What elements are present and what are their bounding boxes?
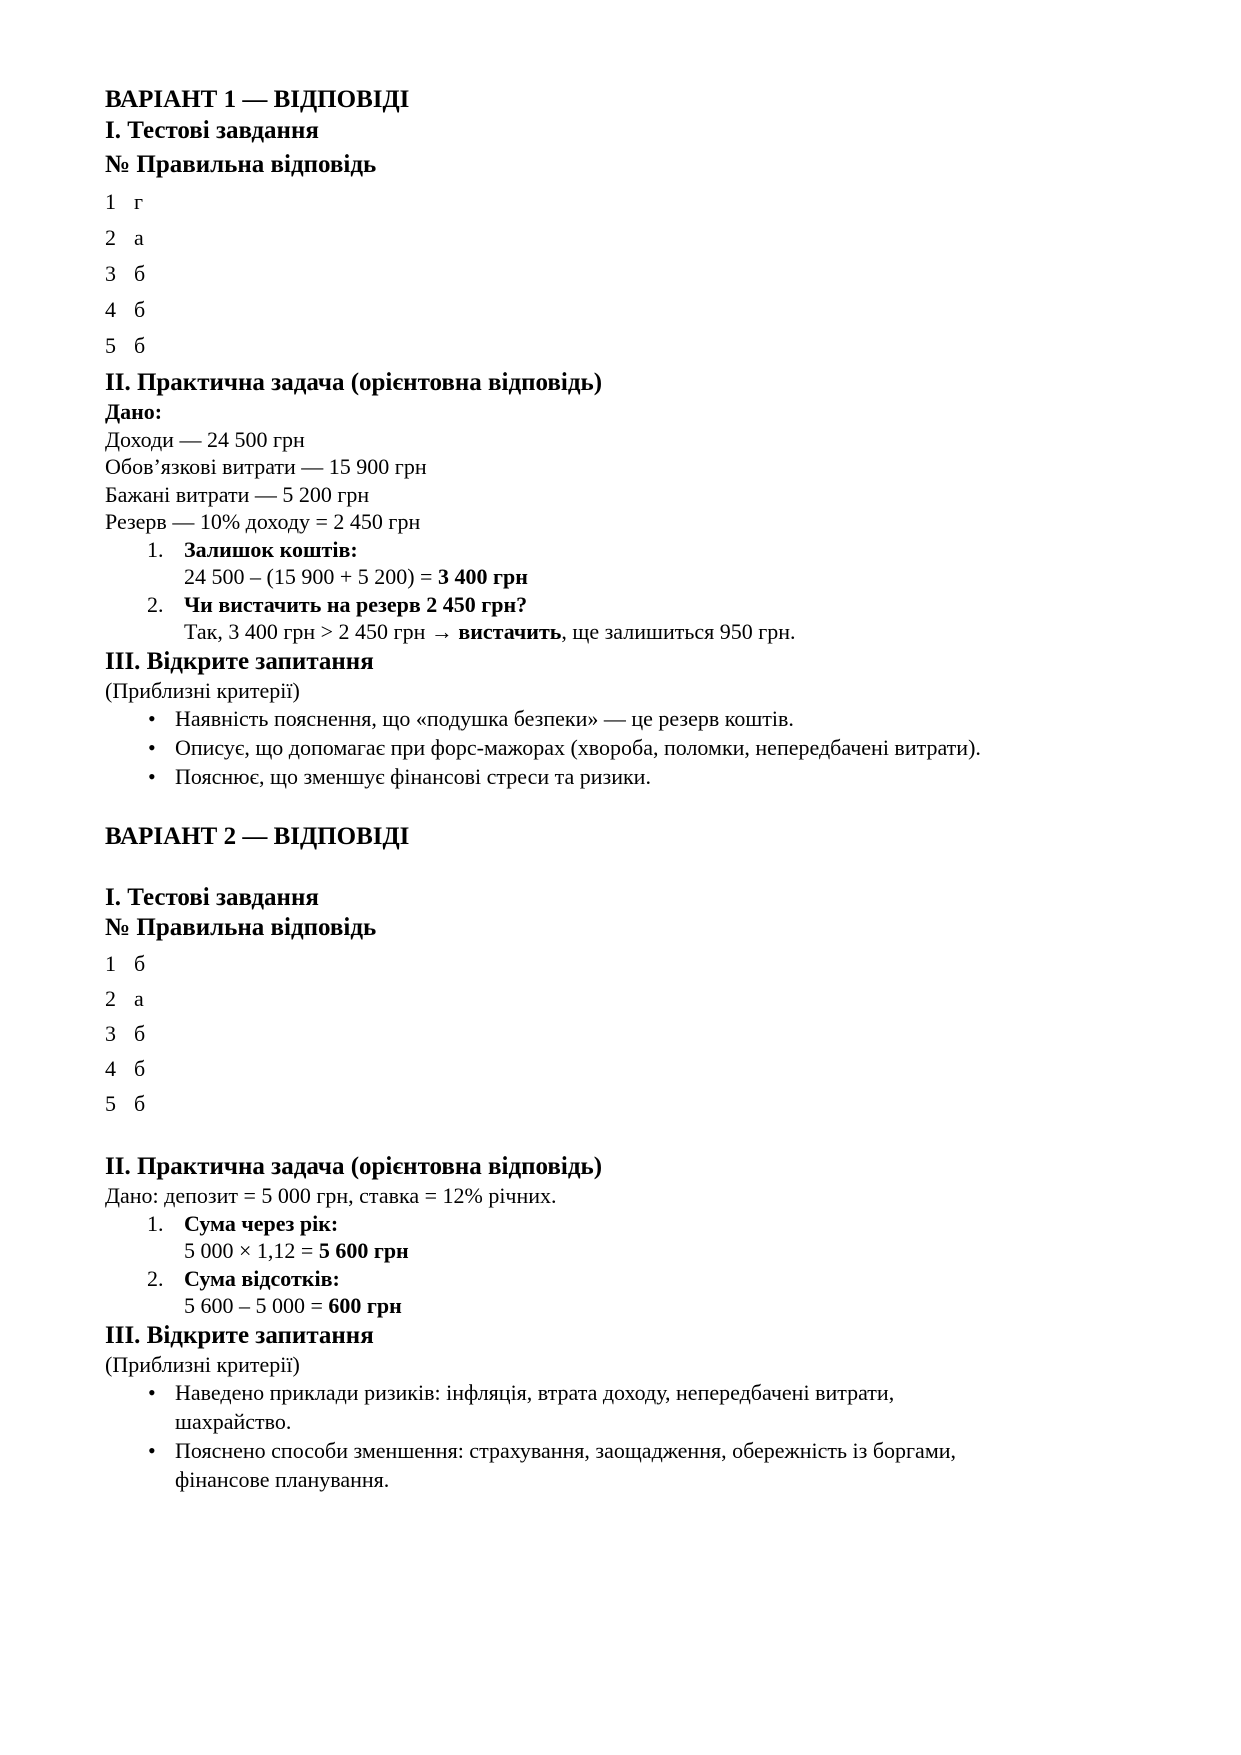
variant2-tests-heading: І. Тестові завдання <box>105 884 319 911</box>
bullet-text <box>175 1378 1146 1436</box>
calc-text: 5 000 × 1,12 = <box>184 1238 319 1263</box>
answer-number: 5 <box>105 333 116 358</box>
step-number: 1. <box>147 1210 164 1236</box>
answer-row <box>105 227 1146 249</box>
given-line: Обов’язкові витрати — 15 900 грн <box>105 454 427 479</box>
step-answer-line <box>184 618 1146 646</box>
step-title-row <box>105 1265 1146 1293</box>
answer-row <box>105 191 1146 213</box>
answer-row <box>105 263 1146 285</box>
calc-result: вистачить <box>458 619 562 644</box>
step-title: Сума відсотків: <box>184 1265 340 1291</box>
bullet-line: шахрайство. <box>175 1409 292 1434</box>
answer-letter: б <box>134 951 146 976</box>
bullet-line: Наведено приклади ризиків: інфляція, втрата доходу, непередбачені витрати, <box>175 1380 895 1405</box>
answer-row <box>105 1093 1146 1115</box>
calc-tail: , ще залишиться 950 грн. <box>561 619 796 644</box>
bullet-text: Наявність пояснення, що «подушка безпеки» — це резерв коштів. <box>175 706 794 731</box>
step-answer-line <box>184 1292 1146 1320</box>
given-line: Дано: депозит = 5 000 грн, ставка = 12% річних. <box>105 1183 557 1208</box>
calc-result: 3 400 грн <box>437 564 528 589</box>
given-label: Дано: <box>105 399 163 424</box>
answer-number: 2 <box>105 225 116 250</box>
bullet-icon: • <box>148 1380 156 1405</box>
criteria-bullet <box>105 704 1146 733</box>
step-number: 1. <box>147 536 164 562</box>
given-line: Резерв — 10% доходу = 2 450 грн <box>105 509 421 534</box>
answer-number: 4 <box>105 297 116 322</box>
answer-number: 3 <box>105 1021 116 1046</box>
variant1-open-heading: ІІІ. Відкрите запитання <box>105 647 374 675</box>
answer-number: 3 <box>105 261 116 286</box>
answer-letter: б <box>134 1091 146 1116</box>
step-number: 2. <box>147 1265 164 1291</box>
answer-row <box>105 299 1146 321</box>
criteria-bullet <box>105 733 1146 762</box>
bullet-line: фінансове планування. <box>175 1467 390 1492</box>
calc-result: 600 грн <box>328 1293 402 1318</box>
variant1-title: ВАРІАНТ 1 — ВІДПОВІДІ <box>105 86 410 113</box>
variant2-title: ВАРІАНТ 2 — ВІДПОВІДІ <box>105 823 410 850</box>
answer-letter: б <box>134 1056 146 1081</box>
answer-letter: а <box>134 986 144 1011</box>
bullet-icon: • <box>148 706 156 731</box>
criteria-bullet <box>105 1436 1146 1494</box>
step-number: 2. <box>147 591 164 617</box>
answer-number: 5 <box>105 1091 116 1116</box>
step-title: Чи вистачить на резерв 2 450 грн? <box>184 591 528 617</box>
answer-letter: б <box>134 1021 146 1046</box>
answer-letter: б <box>134 261 146 286</box>
answer-row <box>105 953 1146 975</box>
bullet-icon: • <box>148 1438 156 1463</box>
calc-text: 5 600 – 5 000 = <box>184 1293 329 1318</box>
step-title: Сума через рік: <box>184 1210 339 1236</box>
criteria-bullet <box>105 1378 1146 1436</box>
criteria-note: (Приблизні критерії) <box>105 677 300 703</box>
answer-row <box>105 988 1146 1010</box>
step-title-row <box>105 591 1146 619</box>
variant1-section <box>105 84 1146 791</box>
bullet-icon: • <box>148 764 156 789</box>
step-title: Залишок коштів: <box>184 536 358 562</box>
bullet-text: Пояснює, що зменшує фінансові стреси та ризики. <box>175 764 651 789</box>
given-line: Бажані витрати — 5 200 грн <box>105 481 370 507</box>
answer-row <box>105 1023 1146 1045</box>
calc-result: 5 600 грн <box>318 1238 409 1263</box>
answer-number: 1 <box>105 951 116 976</box>
variant2-practical-heading: ІІ. Практична задача (орієнтовна відповідь) <box>105 1153 603 1180</box>
step-answer-line <box>184 1237 1146 1265</box>
calc-text: 24 500 – (15 900 + 5 200) = <box>184 564 438 589</box>
variant1-practical-heading: ІІ. Практична задача (орієнтовна відповідь) <box>105 369 603 396</box>
variant2-open-heading: ІІІ. Відкрите запитання <box>105 1321 374 1349</box>
step-title-row <box>105 1210 1146 1238</box>
answer-number: 2 <box>105 986 116 1011</box>
calc-text: Так, 3 400 грн > 2 450 грн → <box>184 619 459 644</box>
variant2-section <box>105 821 1146 1494</box>
criteria-note: (Приблизні критерії) <box>105 1351 300 1377</box>
variant1-tests-heading: І. Тестові завдання <box>105 117 319 144</box>
step-title-row <box>105 536 1146 564</box>
bullet-line: Пояснено способи зменшення: страхування, заощадження, обережність із боргами, <box>175 1438 957 1463</box>
answer-letter: б <box>134 333 146 358</box>
variant2-answers-header: № Правильна відповідь <box>105 914 377 941</box>
answer-number: 1 <box>105 189 116 214</box>
answer-letter: а <box>134 225 144 250</box>
bullet-icon: • <box>148 735 156 760</box>
bullet-text <box>175 1436 1146 1494</box>
answer-letter: б <box>134 297 146 322</box>
variant1-answers-header: № Правильна відповідь <box>105 151 377 178</box>
given-line: Доходи — 24 500 грн <box>105 426 305 452</box>
bullet-text: Описує, що допомагає при форс-мажорах (хвороба, поломки, непередбачені витрати). <box>175 735 981 760</box>
criteria-bullet <box>105 762 1146 791</box>
answer-row <box>105 1058 1146 1080</box>
answer-row <box>105 335 1146 357</box>
answer-letter: г <box>134 189 144 214</box>
step-answer-line <box>184 563 1146 591</box>
answer-number: 4 <box>105 1056 116 1081</box>
